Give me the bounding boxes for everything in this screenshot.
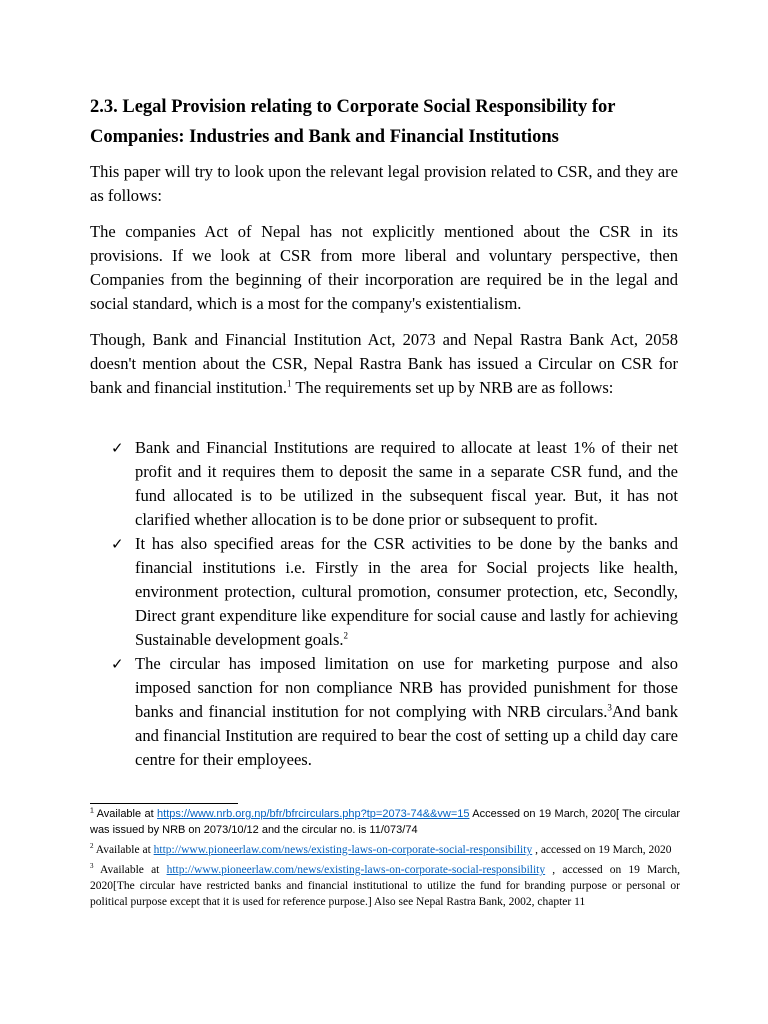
list-item bbox=[90, 532, 678, 652]
bfi-act-paragraph bbox=[90, 328, 678, 400]
footnotes bbox=[90, 806, 680, 914]
footnote-2-link[interactable]: http://www.pioneerlaw.com/news/existing-laws-on-corporate-social-responsibility bbox=[153, 844, 533, 856]
footnote-prefix: Available at bbox=[93, 808, 158, 820]
checkmark-icon: ✓ bbox=[111, 439, 124, 457]
footnote-3-link[interactable]: http://www.pioneerlaw.com/news/existing-laws-on-corporate-social-responsibility bbox=[166, 864, 546, 876]
footnote-3 bbox=[90, 862, 680, 910]
list-item bbox=[90, 436, 678, 532]
list-item-text: The circular has imposed limitation on use for marketing purpose and also imposed sanction for non compliance NRB has provided punishment for those banks and financial institution for not complying with NRB circulars. bbox=[135, 654, 678, 721]
footnote-1-link[interactable]: https://www.nrb.org.np/bfr/bfrcirculars.php?tp=2073-74&&vw=15 bbox=[157, 808, 470, 820]
footnote-ref-1[interactable]: 1 bbox=[287, 378, 292, 389]
bfi-act-text: Though, Bank and Financial Institution Act, 2073 and Nepal Rastra Bank Act, 2058 doesn't mention about the CSR, Nepal Rastra Bank has issued a Circular on CSR for bank and financial institution. bbox=[90, 330, 678, 397]
list-item bbox=[90, 652, 678, 772]
list-item-text: Bank and Financial Institutions are required to allocate at least 1% of their net profit and it requires them to deposit the same in a separate CSR fund, and the fund allocated is to be utilized in the subsequent fiscal year. But, it has not clarified whether allocation is to be done prior or subsequent to profit. bbox=[135, 438, 678, 529]
footnote-ref-2[interactable]: 2 bbox=[343, 630, 348, 641]
footnote-prefix: Available at bbox=[93, 844, 154, 856]
companies-act-paragraph: The companies Act of Nepal has not explicitly mentioned about the CSR in its provisions. If we look at CSR from more liberal and voluntary perspective, then Companies from the beginning of their incorporation are required be in the legal and social standard, which is a most for the company's existentialism. bbox=[90, 222, 678, 313]
footnote-number: 3 bbox=[90, 862, 94, 871]
footnote-prefix: Available at bbox=[93, 864, 167, 876]
footnote-number: 1 bbox=[90, 807, 94, 815]
footnote-separator bbox=[90, 803, 238, 804]
list-item-text: It has also specified areas for the CSR activities to be done by the banks and financial institutions i.e. Firstly in the area for Social projects like health, environment protection, cultural promotion, consumer protection, etc, Secondly, Direct grant expenditure like expenditure for social cause and lastly for achieving Sustainable development goals. bbox=[135, 534, 678, 649]
footnote-suffix: , accessed on 19 March, 2020 bbox=[532, 844, 672, 856]
footnote-1 bbox=[90, 806, 680, 838]
requirements-list bbox=[90, 436, 678, 772]
checkmark-icon: ✓ bbox=[111, 535, 124, 553]
section-heading: 2.3. Legal Provision relating to Corporate Social Responsibility for Companies: Industries and Bank and Financial Institutions bbox=[90, 97, 616, 147]
intro-paragraph: This paper will try to look upon the relevant legal provision related to CSR, and they are as follows: bbox=[90, 162, 678, 205]
footnote-2 bbox=[90, 842, 680, 858]
footnote-number: 2 bbox=[90, 842, 94, 851]
checkmark-icon: ✓ bbox=[111, 655, 124, 673]
footnote-suffix: Accessed on 19 March, 2020[ The circular was issued by NRB on 2073/10/12 and the circular no. is 11/073/74 bbox=[90, 808, 680, 836]
bfi-act-tail: The requirements set up by NRB are as follows: bbox=[291, 378, 614, 397]
footnote-suffix: , accessed on 19 March, 2020[The circular have restricted banks and financial institutional to utilize the fund for branding purpose or personal or political purpose except that it is used for reference purpose.] Also see Nepal Rastra Bank, 2002, chapter 11 bbox=[90, 864, 680, 908]
list-item-tail: And bank and financial Institution are required to bear the cost of setting up a child day care centre for their employees. bbox=[135, 702, 678, 769]
footnote-ref-3[interactable]: 3 bbox=[607, 702, 612, 713]
